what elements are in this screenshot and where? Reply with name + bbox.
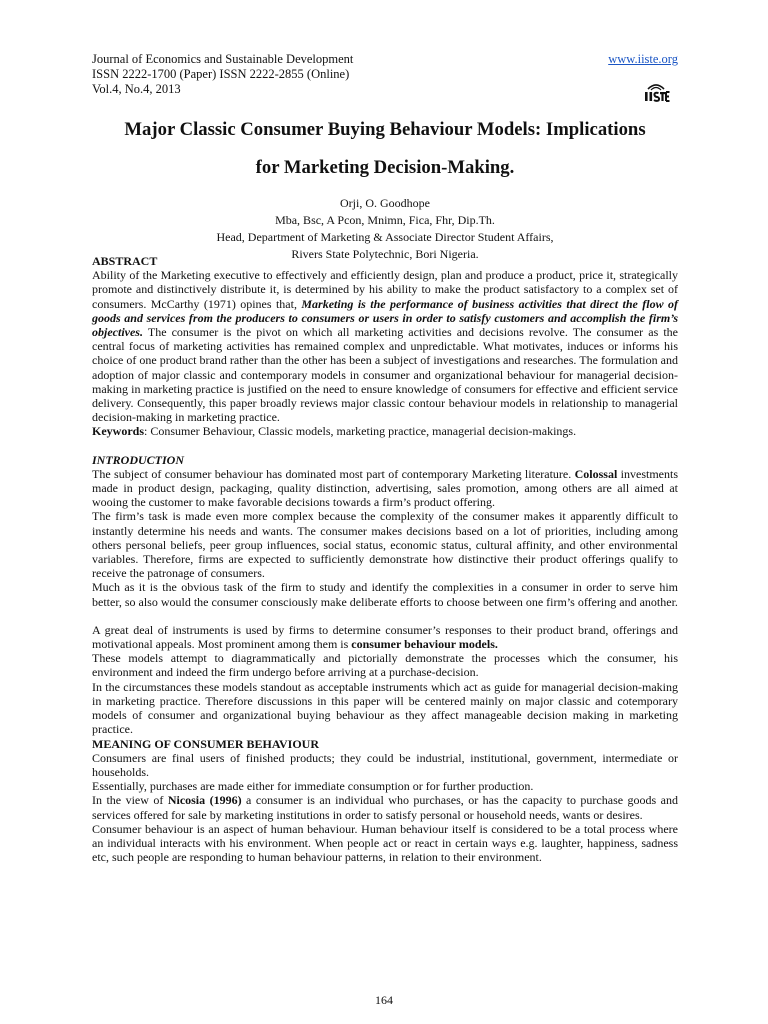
intro-paragraph-6: In the circumstances these models standout as acceptable instruments which act as guide for managerial decision-making in marketing practice. Therefore discussions in this paper will be centered mainly on major classic and cotemporary models of consumer and organizational buying behaviour as they affect manageable decision making in marketing practice. <box>92 679 678 737</box>
intro-paragraph-3: Much as it is the obvious task of the firm to study and identify the complexities in a consumer in order to serve him better, so also would the consumer consciously make deliberate efforts to choose between one firm’s offering and another. <box>92 580 678 609</box>
issn-line: ISSN 2222-1700 (Paper) ISSN 2222-2855 (Online) <box>92 67 350 81</box>
journal-name: Journal of Economics and Sustainable Development <box>92 52 354 66</box>
meaning-paragraph-2: Essentially, purchases are made either for immediate consumption or for further production. <box>92 779 534 794</box>
meaning-paragraph-1: Consumers are final users of finished products; they could be industrial, institutional, government, intermediate or households. <box>92 750 678 779</box>
journal-header <box>92 52 678 97</box>
meaning-paragraph-3 <box>92 793 678 821</box>
paper-body <box>92 254 678 864</box>
abstract-heading: ABSTRACT <box>92 254 158 268</box>
intro-paragraph-1 <box>92 467 678 510</box>
introduction-heading: INTRODUCTION <box>92 452 185 467</box>
author-credentials: Mba, Bsc, A Pcon, Mnimn, Fica, Fhr, Dip.Th. <box>275 213 495 227</box>
keywords-list: : Consumer Behaviour, Classic models, marketing practice, managerial decision-makings. <box>144 424 577 439</box>
intro-p1-part-2: investments made in product design, packaging, quality distinction, advertising, sales promotion, among others are all aimed at wooing the customer to make favorable decisions towards a firm’s product offering. <box>92 466 678 510</box>
keywords <box>92 424 678 438</box>
meaning-paragraph-4: Consumer behaviour is an aspect of human behaviour. Human behaviour itself is considered to be a total process where an individual interacts with his environment. When people act or react in certain ways e.g. laughter, happiness, sadness etc, such people are responding to human behaviour patterns, in relation to their environment. <box>92 821 678 865</box>
intro-paragraph-4 <box>92 623 678 651</box>
intro-paragraph-5: These models attempt to diagrammatically and pictorially demonstrate the processes which the consumer, his environment and indeed the firm undergo before arriving at a purchase-decision. <box>92 651 678 680</box>
page-number: 164 <box>375 993 393 1007</box>
intro-p4-bold: consumer behaviour models. <box>351 637 498 652</box>
author-block <box>92 195 678 263</box>
abstract-text-part-2: The consumer is the pivot on which all marketing activities and decisions revolve. The consumer as the central focus of marketing activities has remained complex and unpredictable. What motivates, induces or informs his choice of one product brand rather than the other has been a subject of investigations and researches. The formulation and adoption of major classic and contemporary models in consumer and organizational behaviour for managerial decision-making in marketing practice is justified on the need to ensure knowledge of consumers for effective and efficient service delivery. Consequently, this paper broadly reviews major classic contour behaviour models in relationship to managerial decision-making in marketing practice. <box>92 325 678 425</box>
meaning-p3-part-1: In the view of <box>92 793 168 808</box>
author-name: Orji, O. Goodhope <box>340 196 430 210</box>
journal-url-link[interactable]: www.iiste.org <box>608 52 678 66</box>
paper-title <box>92 111 678 187</box>
author-position: Head, Department of Marketing & Associate Director Student Affairs, <box>216 230 554 244</box>
meaning-p3-bold: Nicosia (1996) <box>167 793 242 808</box>
iiste-logo-icon <box>642 80 670 102</box>
title-line-1: Major Classic Consumer Buying Behaviour Models: Implications <box>124 119 646 140</box>
keywords-label: Keywords <box>92 424 144 439</box>
title-line-2: for Marketing Decision-Making. <box>255 157 515 178</box>
volume-line: Vol.4, No.4, 2013 <box>92 82 181 96</box>
meaning-heading: MEANING OF CONSUMER BEHAVIOUR <box>92 736 320 751</box>
abstract-quote: Marketing is the performance of business activities that direct the flow of goods and services from the producers to consumers or users in order to satisfy customers and accomplish the firm’s objectives. <box>92 296 678 340</box>
intro-p1-bold: Colossal <box>574 466 618 481</box>
intro-paragraph-2: The firm’s task is made even more complex because the complexity of the consumer makes it apparently difficult to instantly determine his needs and wants. The consumer makes decisions based on a lot of priorities, including among others personal beliefs, peer group influences, social status, economic status, cultural affinity, and other environmental variables. Therefore, firms are expected to sufficiently demonstrate how distinctive their product offerings qualify to receive the patronage of consumers. <box>92 509 678 581</box>
abstract-text-part-1: Ability of the Marketing executive to effectively and efficiently design, plan and produce a product, price it, strategically promote and distinctively distribute it, is determined by his ability to make the product satisfactory to a complex set of consumers. McCarthy (1971) opines that, <box>92 268 678 311</box>
meaning-p3-part-2: a consumer is an individual who purchases, or has the capacity to purchase goods and services offered for sale by marketing institutions in order to satisfy personal or household needs, wants or desires. <box>92 793 678 822</box>
intro-p4-part-1: A great deal of instruments is used by firms to determine consumer’s responses to their product brand, offerings and motivational appeals. Most prominent among them is <box>92 622 678 652</box>
author-institution: Rivers State Polytechnic, Bori Nigeria. <box>291 247 479 261</box>
intro-p1-part-1: The subject of consumer behaviour has dominated most part of contemporary Marketing literature. <box>92 466 575 481</box>
abstract-text <box>92 268 678 424</box>
